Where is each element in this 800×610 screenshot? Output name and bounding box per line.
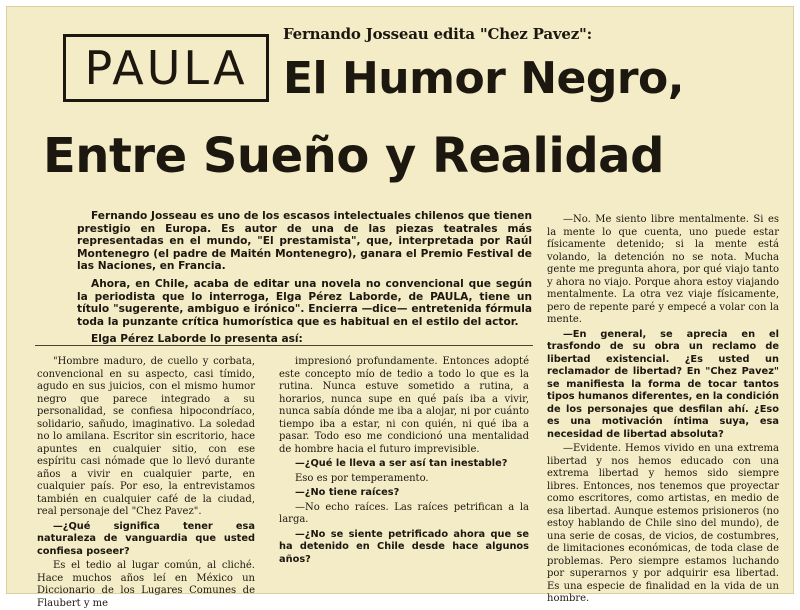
kicker: Fernando Josseau edita "Chez Pavez":: [283, 25, 592, 43]
body-paragraph: Eso es por temperamento.: [295, 472, 429, 484]
intro-paragraph: Elga Pérez Laborde lo presenta así:: [91, 333, 303, 346]
interview-question: —¿No tiene raíces?: [295, 487, 400, 498]
headline-line-1: El Humor Negro,: [283, 53, 685, 104]
body-paragraph: "Hombre maduro, de cuello y corbata, convencional en su aspecto, casi tímido, agudo en sus juicios, con el mismo humor negro que parece integrado a su personalidad, se confiesa hipocondríaco, solidario, sañudo, imaginativo. La soledad no lo amilana. Escritor sin escritorio, hace apuntes en cualquier sitio, con ese espíritu casi nómade que lo llevó durante años a vivir en cualquier parte, en cualquier país. Por eso, la entrevistamos también en cualquier café de la ciudad, real personaje del "Chez Pavez".: [37, 356, 255, 517]
column-1: [37, 356, 255, 610]
body-paragraph: —Evidente. Hemos vivido en una extrema libertad y nos hemos educado con una extrema libertad y hemos sido siempre libres. Entonces, nos tenemos que proyectar como escritores, como artistas, en medio de esa libertad. Aunque estemos prisioneros (no estoy hablando de Chile sino del mundo), de una serie de cosas, de vicios, de costumbres, de limitaciones económicas, de toda clase de problemas. Pero siempre estamos luchando por superarnos y por adquirir esa libertad. Es una especie de finalidad en la vida de un hombre.: [547, 443, 779, 604]
intro-paragraph: Fernando Josseau es uno de los escasos intelectuales chilenos que tienen prestigio en Europa. Es autor de una de las piezas teatrales más representadas en el mundo, "El prestamista", que, interpretada por Raúl Montenegro (el padre de Maitén Montenegro), ganara el Premio Festival de las Naciones, en Francia.: [77, 210, 532, 273]
intro-paragraph: Ahora, en Chile, acaba de editar una novela no convencional que según la periodista que lo interroga, Elga Pérez Laborde, de PAULA, tiene un título "sugerente, ambiguo e irónico". Encierra —dice— entretenida fórmula toda la punzante crítica humorística que es habitual en el estilo del actor.: [77, 277, 532, 328]
body-paragraph: —No echo raíces. Las raíces petrifican a la larga.: [279, 501, 529, 525]
interview-question: —En general, se aprecia en el trasfondo de su obra un reclamo de libertad existencial. ¿Es usted un reclamador de libertad? En "Chez Pavez" se manifiesta la forma de tocar tantos tipos humanos diferentes, en la condición de los personajes que desfilan ahí. ¿Eso es una motivación íntima suya, esa necesidad de libertad absoluta?: [547, 328, 779, 440]
interview-question: —¿Qué le lleva a ser así tan inestable?: [295, 458, 508, 469]
body-paragraph: Es el tedio al lugar común, al cliché. Hace muchos años leí en México un Diccionario de los Lugares Comunes de Flaubert y me: [37, 560, 255, 609]
intro-block: [77, 210, 532, 346]
column-2: [279, 356, 529, 566]
body-paragraph: impresionó profundamente. Entonces adopté este concepto mío de tedio a todo lo que es la rutina. Nunca estuve sometido a rutina, a horarios, nunca supe en qué país iba a vivir, nunca sabía dónde me iba a alojar, ni por cuánto tiempo iba a estar, ni con quién, ni qué iba a pasar. Todo eso me condicionó una mentalidad de hombre hacia el futuro imprevisible.: [279, 356, 529, 455]
interview-question: —¿No se siente petrificado ahora que se ha detenido en Chile desde hace algunos años?: [279, 528, 529, 565]
column-3: [547, 214, 779, 606]
body-paragraph: —No. Me siento libre mentalmente. Si es la mente lo que cuenta, uno puede estar físicamente detenido; si la mente está volando, la detención no se nota. Mucha gente me pregunta ahora, por qué viajo tanto y ahora no viajo. Porque ahora estoy viajando mentalmente. La otra vez viaje físicamente, pero de repente paré y empecé a volar con la mente.: [547, 214, 779, 325]
newspaper-clipping: [6, 6, 794, 609]
interview-question: —¿Qué significa tener esa naturaleza de vanguardia que usted confiesa poseer?: [37, 520, 255, 557]
headline-line-2: Entre Sueño y Realidad: [43, 128, 664, 184]
separator-rule: [35, 345, 533, 346]
section-logo-paula: PAULA: [63, 34, 269, 102]
